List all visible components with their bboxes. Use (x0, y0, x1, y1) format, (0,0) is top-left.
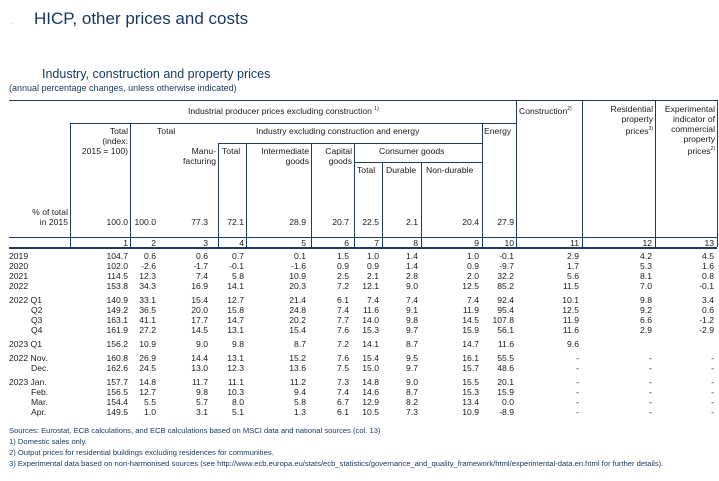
table-cell: 36.5 (139, 305, 156, 315)
table-cell: 149.5 (106, 407, 128, 417)
table-cell: 15.4 (362, 353, 379, 363)
table-cell: 7.3 (337, 377, 349, 387)
table-cell: 15.9 (497, 387, 514, 397)
table-cell: 14.1 (227, 281, 244, 291)
column-number: 3 (203, 238, 208, 248)
table-cell: 9.0 (406, 281, 418, 291)
table-cell: 6.1 (337, 407, 349, 417)
table-cell: 5.7 (196, 397, 208, 407)
section-subtitle: (annual percentage changes, unless otherwise indicated) (9, 83, 237, 93)
table-cell: 8.0 (232, 397, 244, 407)
table-cell: 85.2 (497, 281, 514, 291)
table-cell: 162.6 (106, 363, 128, 373)
weight-cell: 2.1 (406, 217, 418, 227)
table-cell: 24.8 (289, 305, 306, 315)
table-cell: 9.8 (196, 387, 208, 397)
row-label: Mar. (31, 397, 48, 407)
header-capital: Capital goods (325, 146, 352, 166)
table-cell: 0.6 (702, 305, 714, 315)
table-cell: 9.0 (406, 377, 418, 387)
table-cell: 10.9 (139, 339, 156, 349)
row-label: 2023 Jan. (9, 377, 47, 387)
header-manufacturing: Manu- facturing (183, 146, 216, 166)
table-cell: 4.5 (702, 251, 714, 261)
table-cell: 4.2 (640, 251, 652, 261)
table-cell: 13.1 (227, 325, 244, 335)
table-cell: 6.7 (337, 397, 349, 407)
table-cell: - (649, 387, 652, 397)
row-label: 2022 Q1 (9, 295, 42, 305)
table-cell: 56.1 (497, 325, 514, 335)
table-cell: 11.9 (462, 305, 479, 315)
table-cell: 2.9 (567, 251, 579, 261)
col-divider (516, 100, 517, 247)
table-cell: 17.7 (191, 315, 208, 325)
table-cell: 0.6 (144, 251, 156, 261)
table-cell: -0.1 (499, 251, 514, 261)
weight-cell: 20.7 (332, 217, 349, 227)
table-cell: 3.4 (702, 295, 714, 305)
table-cell: 15.9 (462, 325, 479, 335)
col-divider (246, 143, 247, 247)
table-cell: 160.8 (106, 353, 128, 363)
table-cell: 15.4 (289, 325, 306, 335)
column-number: 11 (570, 238, 579, 248)
table-cell: 11.7 (191, 377, 208, 387)
table-cell: - (649, 377, 652, 387)
table-cell: 7.4 (367, 295, 379, 305)
table-cell: 15.3 (462, 387, 479, 397)
column-number: 9 (474, 238, 479, 248)
table-cell: 1.4 (406, 261, 418, 271)
table-cell: 1.4 (406, 251, 418, 261)
table-cell: 12.5 (562, 305, 579, 315)
table-cell: 2.8 (406, 271, 418, 281)
table-cell: 1.0 (467, 251, 479, 261)
table-cell: 14.4 (191, 353, 208, 363)
section-title: Industry, construction and property prices (42, 67, 271, 81)
table-cell: 0.9 (467, 261, 479, 271)
row-label: 2023 Q1 (9, 339, 42, 349)
table-cell: 10.5 (362, 407, 379, 417)
col-divider (354, 143, 355, 247)
table-cell: - (711, 363, 714, 373)
row-label: Q2 (31, 305, 43, 315)
table-cell: 9.5 (406, 353, 418, 363)
table-cell: - (649, 353, 652, 363)
table-cell: 9.8 (232, 339, 244, 349)
col-divider (582, 100, 583, 247)
table-cell: 11.6 (362, 305, 379, 315)
table-cell: 156.5 (106, 387, 128, 397)
row-label: 2022 Nov. (9, 353, 48, 363)
table-cell: 12.7 (139, 387, 156, 397)
table-cell: -1.7 (193, 261, 208, 271)
table-cell: 1.6 (702, 261, 714, 271)
footnote-2: 2) Output prices for residential buildings excluding residences for communities. (9, 448, 274, 457)
table-cell: 10.9 (462, 407, 479, 417)
table-cell: 8.1 (640, 271, 652, 281)
header-energy: Energy (484, 126, 512, 136)
column-number: 7 (374, 238, 379, 248)
table-cell: 6.1 (337, 295, 349, 305)
table-cell: 7.6 (337, 325, 349, 335)
table-cell: 5.5 (144, 397, 156, 407)
table-cell: 7.7 (337, 315, 349, 325)
row-label: Feb. (31, 387, 49, 397)
table-cell: 48.6 (497, 363, 514, 373)
table-cell: 11.1 (227, 377, 244, 387)
header-nondurable: Non-durable (426, 165, 474, 175)
weight-cell: 100.0 (134, 217, 156, 227)
table-cell: 5.3 (640, 261, 652, 271)
header-intermediate: Intermediate goods (261, 146, 309, 166)
page-title: HICP, other prices and costs (34, 9, 249, 28)
table-cell: 5.8 (232, 271, 244, 281)
weight-cell: 28.9 (289, 217, 306, 227)
weight-cell: 20.4 (462, 217, 479, 227)
table-cell: 9.6 (567, 339, 579, 349)
table-cell: 14.7 (462, 339, 479, 349)
table-cell: 0.1 (294, 251, 306, 261)
header-total-index: Total (index: 2015 = 100) (81, 126, 128, 156)
table-cell: 13.4 (462, 397, 479, 407)
footnote-3: 3) Experimental data based on non-harmonised sources (see http://www.ecb.europa.eu/stats/ecb_statistics/governance_and_quality_framework/html/experimental-data.en.html for further details). (9, 459, 664, 468)
table-cell: - (649, 407, 652, 417)
table-cell: 1.0 (367, 251, 379, 261)
weight-cell: 72.1 (227, 217, 244, 227)
table-cell: 9.1 (406, 305, 418, 315)
table-cell: 153.8 (106, 281, 128, 291)
col-divider (482, 123, 483, 247)
table-cell: -2.6 (141, 261, 156, 271)
weights-label: % of total in 2015 (32, 207, 68, 227)
table-cell: 24.5 (139, 363, 156, 373)
table-cell: 7.3 (406, 407, 418, 417)
footnote-1: 1) Domestic sales only. (9, 437, 87, 446)
table-cell: 10.9 (289, 271, 306, 281)
table-cell: 9.8 (406, 315, 418, 325)
table-cell: -0.1 (699, 281, 714, 291)
header-construction: Construction$^{2)}$ (519, 105, 572, 116)
table-cell: 7.4 (467, 295, 479, 305)
row-label: Q4 (31, 325, 43, 335)
table-cell: 11.6 (497, 339, 514, 349)
table-cell: 7.6 (337, 353, 349, 363)
table-cell: 15.4 (191, 295, 208, 305)
header-experimental: Experimental indicator of commercial property prices$^{2)}$ (664, 104, 715, 156)
industry-group-rule (218, 143, 482, 144)
table-cell: 21.4 (289, 295, 306, 305)
table-cell: 12.7 (227, 295, 244, 305)
consumer-group-rule (354, 162, 482, 163)
table-cell: 26.9 (139, 353, 156, 363)
table-cell: 2.5 (337, 271, 349, 281)
column-number: 2 (151, 238, 156, 248)
table-cell: -1.6 (291, 261, 306, 271)
page-marker: . (12, 20, 14, 26)
header-consumer-total: Total (357, 165, 376, 175)
table-cell: - (576, 353, 579, 363)
row-label: 2022 (9, 281, 29, 291)
table-cell: 15.8 (227, 305, 244, 315)
table-cell: - (576, 363, 579, 373)
table-cell: - (711, 387, 714, 397)
table-cell: - (649, 363, 652, 373)
row-label: Dec. (31, 363, 49, 373)
table-cell: 11.2 (289, 377, 306, 387)
table-cell: 1.5 (337, 251, 349, 261)
table-cell: 163.1 (106, 315, 128, 325)
weight-cell: 27.9 (497, 217, 514, 227)
table-cell: 16.9 (191, 281, 208, 291)
table-cell: 27.2 (139, 325, 156, 335)
col-divider (130, 123, 131, 247)
table-cell: 102.0 (106, 261, 128, 271)
row-label: Apr. (31, 407, 47, 417)
table-cell: 15.0 (362, 363, 379, 373)
table-cell: 140.9 (106, 295, 128, 305)
table-cell: 14.7 (227, 315, 244, 325)
table-cell: 2.1 (367, 271, 379, 281)
col-divider (717, 100, 718, 247)
header-consumer: Consumer goods (379, 146, 445, 156)
table-cell: 92.4 (497, 295, 514, 305)
col-divider (311, 143, 312, 247)
table-cell: 14.0 (362, 315, 379, 325)
sources-note: Sources: Eurostat, ECB calculations, and ECB calculations based on MSCI data and national sources (col. 13) (9, 426, 381, 435)
table-cell: 156.2 (106, 339, 128, 349)
table-cell: 5.1 (232, 407, 244, 417)
table-cell: 20.3 (289, 281, 306, 291)
weight-cell: 100.0 (106, 217, 128, 227)
table-cell: 149.2 (106, 305, 128, 315)
table-cell: 13.1 (227, 353, 244, 363)
table-cell: 10.1 (562, 295, 579, 305)
table-cell: 41.1 (139, 315, 156, 325)
table-cell: 11.5 (562, 281, 579, 291)
table-cell: 12.1 (362, 281, 379, 291)
table-cell: - (576, 377, 579, 387)
table-cell: 12.3 (139, 271, 156, 281)
table-cell: 0.9 (337, 261, 349, 271)
table-cell: 10.3 (227, 387, 244, 397)
table-cell: 14.8 (362, 377, 379, 387)
table-cell: 104.7 (106, 251, 128, 261)
weight-cell: 22.5 (362, 217, 379, 227)
table-cell: 1.3 (294, 407, 306, 417)
table-cell: 1.0 (144, 407, 156, 417)
column-number: 4 (239, 238, 244, 248)
table-cell: 33.1 (139, 295, 156, 305)
table-cell: 161.9 (106, 325, 128, 335)
table-cell: 0.6 (196, 251, 208, 261)
table-cell: 9.4 (294, 387, 306, 397)
table-cell: 34.3 (139, 281, 156, 291)
header-ipp: Industrial producer prices excluding construction $^{1)}$ (188, 105, 379, 116)
table-cell: 16.1 (462, 353, 479, 363)
table-cell: -8.9 (499, 407, 514, 417)
table-cell: 13.6 (289, 363, 306, 373)
table-cell: 13.0 (191, 363, 208, 373)
table-cell: -2.9 (699, 325, 714, 335)
table-cell: 20.1 (497, 377, 514, 387)
table-cell: - (711, 397, 714, 407)
table-cell: 14.5 (191, 325, 208, 335)
table-cell: 0.7 (232, 251, 244, 261)
table-cell: 11.9 (562, 315, 579, 325)
column-number: 1 (123, 238, 128, 248)
table-cell: - (711, 407, 714, 417)
column-number: 12 (642, 238, 652, 248)
table-cell: 1.7 (567, 261, 579, 271)
header-residential: Residential property prices$^{3)}$ (610, 104, 653, 136)
table-cell: 5.8 (294, 397, 306, 407)
table-cell: 114.5 (107, 271, 128, 281)
col-divider (421, 162, 422, 247)
table-cell: 157.7 (106, 377, 128, 387)
table-cell: 0.8 (702, 271, 714, 281)
table-cell: 7.2 (337, 281, 349, 291)
table-cell: 12.9 (362, 397, 379, 407)
table-cell: 9.0 (196, 339, 208, 349)
table-cell: 0.0 (502, 397, 514, 407)
table-cell: 14.1 (362, 339, 379, 349)
table-cell: 11.6 (562, 325, 579, 335)
table-cell: 2.0 (467, 271, 479, 281)
column-number: 10 (504, 238, 514, 248)
table-cell: - (711, 377, 714, 387)
table-cell: 7.4 (337, 305, 349, 315)
table-cell: 9.7 (406, 363, 418, 373)
table-cell: - (649, 397, 652, 407)
ipp-group-rule (70, 123, 516, 124)
header-total: Total (157, 126, 176, 136)
table-cell: 32.2 (497, 271, 514, 281)
table-cell: 7.5 (337, 363, 349, 373)
table-cell: 8.7 (406, 387, 418, 397)
column-number: 13 (704, 238, 714, 248)
table-cell: 15.7 (462, 363, 479, 373)
row-label: 2021 (9, 271, 29, 281)
table-cell: -0.1 (229, 261, 244, 271)
table-cell: - (576, 397, 579, 407)
table-cell: -9.7 (499, 261, 514, 271)
table-cell: 154.4 (106, 397, 128, 407)
table-cell: -1.2 (699, 315, 714, 325)
column-number: 6 (344, 238, 349, 248)
table-cell: 3.1 (196, 407, 208, 417)
table-cell: - (576, 407, 579, 417)
column-number: 5 (301, 238, 306, 248)
table-top-rule (9, 100, 717, 101)
table-cell: 8.2 (406, 397, 418, 407)
table-cell: 15.5 (462, 377, 479, 387)
table-cell: 12.5 (462, 281, 479, 291)
table-cell: 6.6 (640, 315, 652, 325)
header-industry-excl: Industry excluding construction and energy (256, 126, 420, 136)
table-cell: 8.7 (294, 339, 306, 349)
table-cell: 55.5 (497, 353, 514, 363)
table-cell: 5.6 (567, 271, 579, 281)
table-cell: 9.8 (640, 295, 652, 305)
table-cell: 7.2 (337, 339, 349, 349)
col-divider (655, 100, 656, 247)
table-cell: 12.3 (227, 363, 244, 373)
col-divider (218, 143, 219, 247)
col-divider (382, 162, 383, 247)
table-cell: 15.3 (362, 325, 379, 335)
header-total-industry: Total (222, 146, 241, 156)
table-cell: 14.8 (139, 377, 156, 387)
table-cell: 20.0 (191, 305, 208, 315)
table-cell: 2.9 (640, 325, 652, 335)
table-cell: 20.2 (289, 315, 306, 325)
table-cell: 7.4 (196, 271, 208, 281)
table-cell: 9.7 (406, 325, 418, 335)
header-durable: Durable (386, 165, 417, 175)
table-cell: 8.7 (406, 339, 418, 349)
table-cell: 7.4 (337, 387, 349, 397)
table-cell: 14.5 (462, 315, 479, 325)
row-label: 2020 (9, 261, 29, 271)
table-cell: 9.2 (640, 305, 652, 315)
table-cell: 0.9 (367, 261, 379, 271)
table-cell: 7.0 (640, 281, 652, 291)
table-cell: 14.6 (362, 387, 379, 397)
table-cell: 95.4 (497, 305, 514, 315)
table-cell: 107.8 (492, 315, 514, 325)
column-number: 8 (413, 238, 418, 248)
table-cell: - (711, 353, 714, 363)
row-label: 2019 (9, 251, 29, 261)
table-cell: 7.4 (406, 295, 418, 305)
row-label: Q3 (31, 315, 43, 325)
table-cell: 15.2 (289, 353, 306, 363)
weight-cell: 77.3 (191, 217, 208, 227)
table-cell: - (576, 387, 579, 397)
